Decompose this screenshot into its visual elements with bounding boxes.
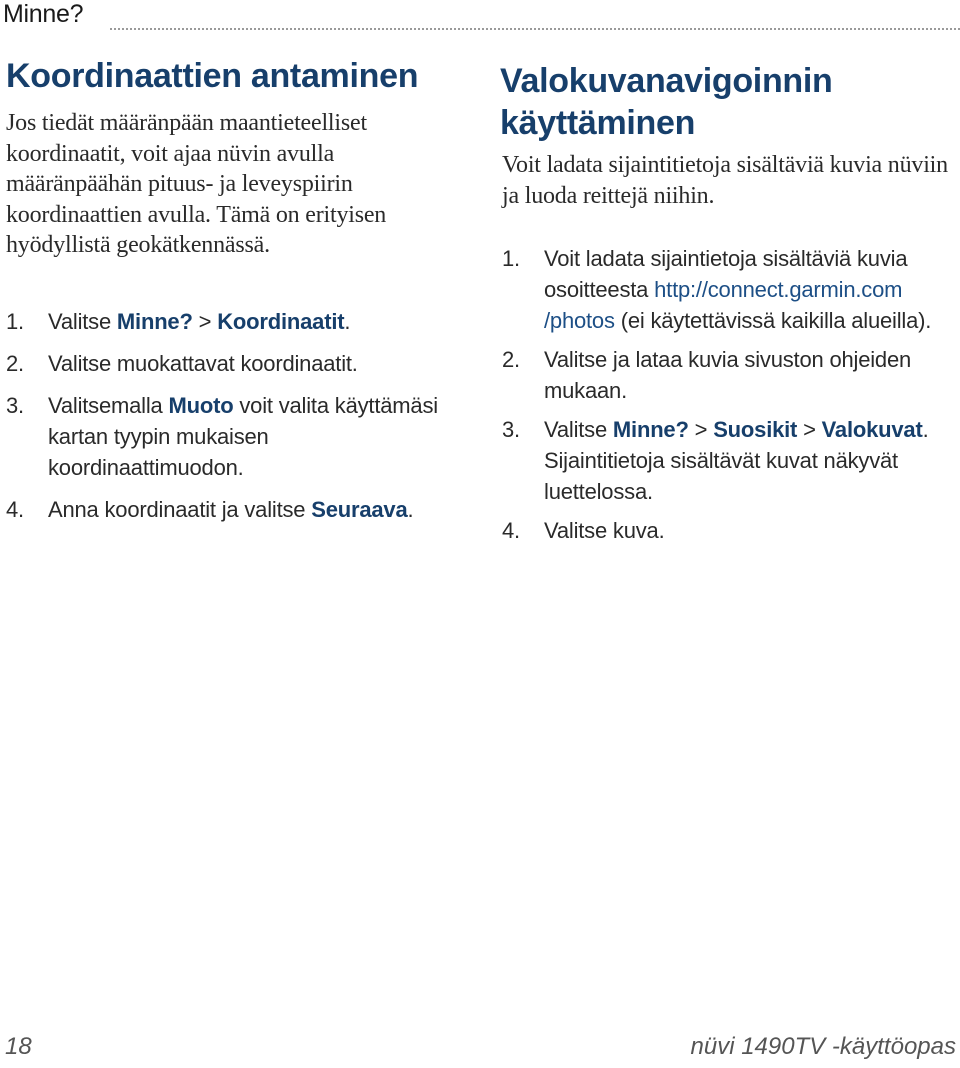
right-heading: Valokuvanavigoinnin käyttäminen <box>500 62 833 142</box>
list-item <box>502 344 957 406</box>
step-number: 4. <box>6 497 24 522</box>
list-item <box>502 243 957 336</box>
photos-link[interactable]: http://connect.garmin.com /photos <box>544 277 903 333</box>
ui-term: Seuraava <box>311 497 408 522</box>
step-text: . <box>407 497 414 522</box>
step-text: (ei käytettävissä kaikilla alueilla). <box>614 308 932 333</box>
list-item <box>6 306 456 337</box>
step-text: Valitse muokattavat koordinaatit. <box>48 351 358 376</box>
left-heading: Koordinaattien antaminen <box>6 57 419 95</box>
ui-term: Minne? <box>612 417 689 442</box>
step-number: 4. <box>502 518 520 543</box>
step-text: . Sijaintitietoja sisältävät kuvat näkyvät luettelossa. <box>544 417 929 504</box>
right-intro: Voit ladata sijaintitietoja sisältäviä kuvia nüviin ja luoda reittejä niihin. <box>502 152 948 209</box>
step-number: 2. <box>502 347 520 372</box>
header-dotted-rule <box>110 28 960 30</box>
ui-term: Valokuvat <box>821 417 923 442</box>
step-number: 1. <box>502 246 520 271</box>
step-text: > <box>688 417 714 442</box>
step-text: Valitse kuva. <box>544 518 665 543</box>
list-item <box>6 494 456 525</box>
right-steps-list <box>502 243 957 554</box>
step-text: Valitse ja lataa kuvia sivuston ohjeiden mukaan. <box>544 347 912 403</box>
step-text: Valitsemalla <box>48 393 169 418</box>
section-title: Minne? <box>3 0 84 28</box>
ui-term: Suosikit <box>713 417 798 442</box>
page-number: 18 <box>5 1033 32 1060</box>
step-text: Valitse <box>544 417 613 442</box>
step-number: 1. <box>6 309 24 334</box>
step-text: > <box>192 309 218 334</box>
step-text: Valitse <box>48 309 117 334</box>
step-text: voit valita käyttämäsi kartan tyypin mukaisen koordinaattimuodon. <box>48 393 438 480</box>
step-number: 3. <box>6 393 24 418</box>
step-text: Anna koordinaatit ja valitse <box>48 497 312 522</box>
list-item <box>6 348 456 379</box>
step-text: . <box>344 309 351 334</box>
guide-title: nüvi 1490TV -käyttöopas <box>690 1033 956 1060</box>
ui-term: Minne? <box>116 309 193 334</box>
ui-term: Koordinaatit <box>217 309 345 334</box>
step-number: 3. <box>502 417 520 442</box>
ui-term: Muoto <box>168 393 234 418</box>
step-text: > <box>797 417 822 442</box>
step-text: Voit ladata sijaintietoja sisältäviä kuvia osoitteesta <box>544 246 908 302</box>
page-header <box>0 0 960 34</box>
list-item <box>6 390 456 483</box>
step-number: 2. <box>6 351 24 376</box>
left-steps-list <box>6 306 456 536</box>
list-item <box>502 414 957 507</box>
list-item <box>502 515 957 546</box>
left-intro: Jos tiedät määränpään maantieteelliset koordinaatit, voit ajaa nüvin avulla määränpäähän pituus- ja leveyspiirin koordinaattien avulla. Tämä on erityisen hyödyllistä geokätkennässä. <box>6 110 387 258</box>
